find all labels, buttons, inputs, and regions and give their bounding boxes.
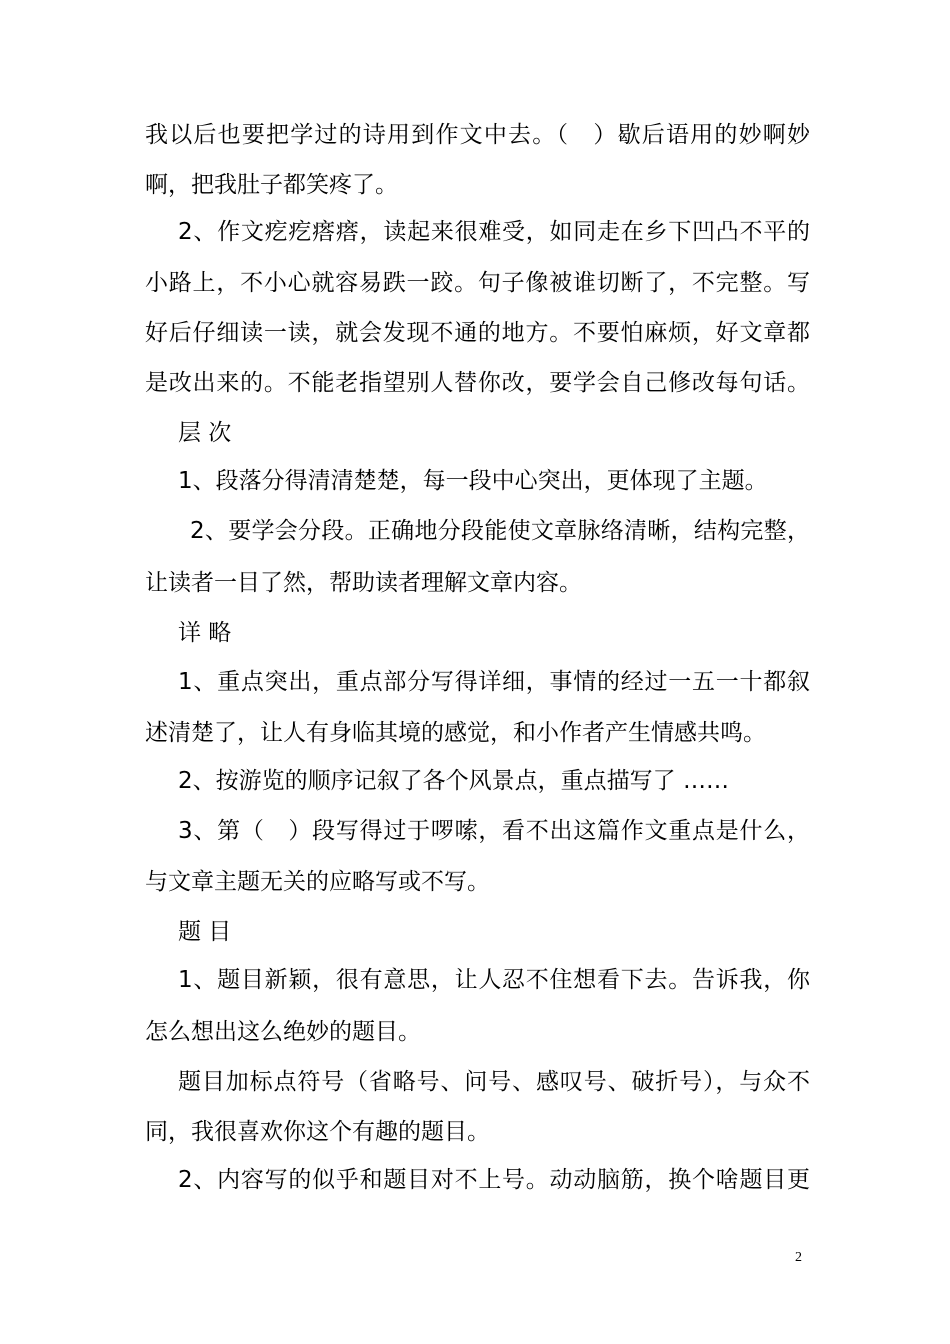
- section-heading: 详 略: [178, 620, 232, 646]
- text-line: 述清楚了，让人有身临其境的感觉，和小作者产生情感共鸣。: [145, 720, 766, 746]
- text-line: 2、按游览的顺序记叙了各个风景点，重点描写了 ……: [178, 768, 729, 794]
- section-heading: 层 次: [178, 420, 232, 446]
- text-line: 让读者一目了然，帮助读者理解文章内容。: [145, 570, 582, 596]
- text-line: 小路上，不小心就容易跌一跤。句子像被谁切断了，不完整。写: [145, 270, 810, 296]
- text-line: 是改出来的。不能老指望别人替你改，要学会自己修改每句话。: [145, 370, 810, 396]
- text-line: 我以后也要把学过的诗用到作文中去。（ ）歇后语用的妙啊妙: [145, 122, 810, 148]
- text-line: 2、作文疙疙瘩瘩，读起来很难受，如同走在乡下凹凸不平的: [178, 219, 810, 245]
- text-line: 啊，把我肚子都笑疼了。: [145, 172, 398, 198]
- text-line: 1、题目新颖，很有意思，让人忍不住想看下去。告诉我，你: [178, 967, 810, 993]
- section-heading: 题 目: [178, 919, 232, 945]
- text-line: 同，我很喜欢你这个有趣的题目。: [145, 1119, 490, 1145]
- text-line: 题目加标点符号（省略号、问号、感叹号、破折号），与众不: [178, 1069, 810, 1095]
- page-number: 2: [795, 1250, 802, 1265]
- text-line: 1、重点突出，重点部分写得详细，事情的经过一五一十都叙: [178, 669, 810, 695]
- text-line: 3、第（ ）段写得过于啰嗦，看不出这篇作文重点是什么，: [178, 818, 810, 844]
- text-line: 好后仔细读一读，就会发现不通的地方。不要怕麻烦，好文章都: [145, 320, 810, 346]
- text-line: 1、段落分得清清楚楚，每一段中心突出，更体现了主题。: [178, 468, 768, 494]
- text-line: 2、要学会分段。正确地分段能使文章脉络清晰，结构完整，: [190, 518, 810, 544]
- text-line: 与文章主题无关的应略写或不写。: [145, 869, 490, 895]
- text-line: 2、内容写的似乎和题目对不上号。动动脑筋，换个啥题目更: [178, 1167, 810, 1193]
- text-line: 怎么想出这么绝妙的题目。: [145, 1019, 421, 1045]
